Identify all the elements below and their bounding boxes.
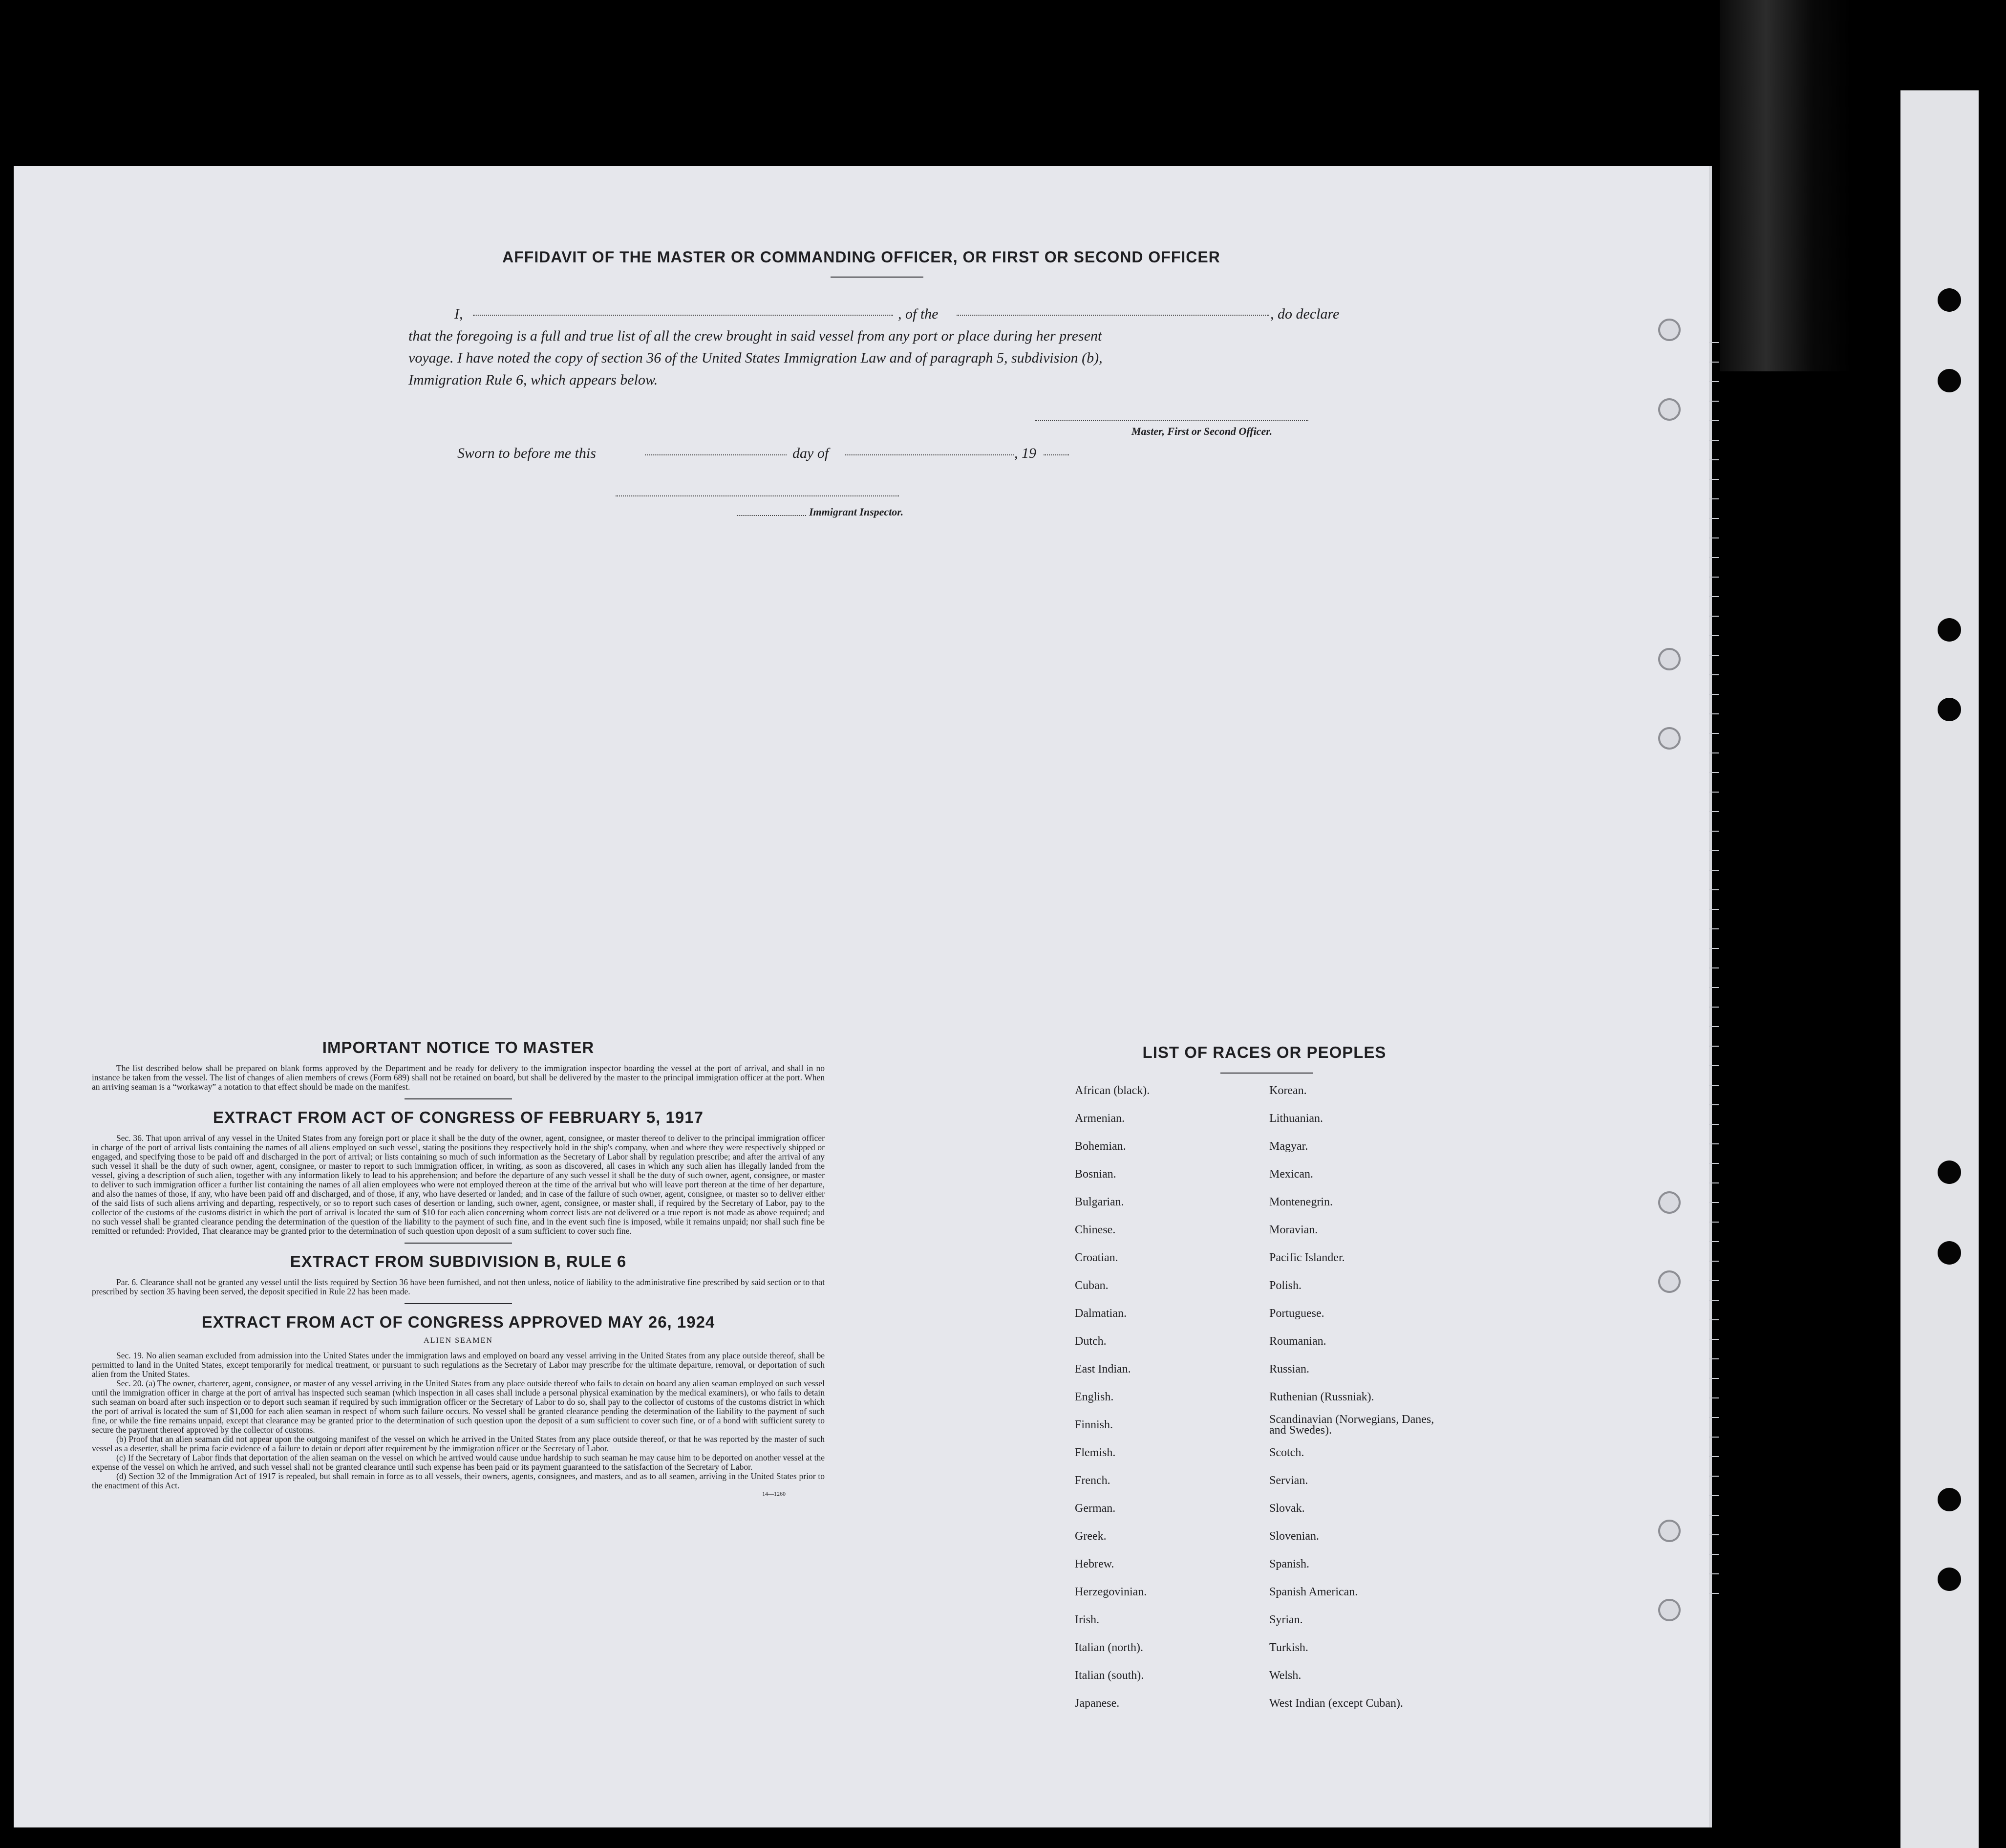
race-item: Italian (south).	[1075, 1669, 1144, 1682]
master-signature-blank[interactable]	[1035, 420, 1308, 421]
sworn-year: , 19	[1014, 445, 1036, 461]
race-item: Bulgarian.	[1075, 1196, 1124, 1208]
race-item: Irish.	[1075, 1613, 1099, 1626]
binding-hole	[1938, 698, 1961, 721]
race-item: Russian.	[1269, 1363, 1310, 1375]
section-rule	[405, 1098, 512, 1099]
form-page	[14, 166, 1712, 1827]
race-item: African (black).	[1075, 1084, 1150, 1097]
ring-hole	[1658, 1520, 1681, 1542]
affidavit-of-the: , of the	[898, 306, 939, 322]
sworn-prefix: Sworn to before me this	[457, 445, 596, 461]
affidavit-declare: , do declare	[1270, 306, 1340, 322]
race-item: Welsh.	[1269, 1669, 1302, 1682]
section-rule	[405, 1243, 512, 1244]
race-item: Slovenian.	[1269, 1530, 1319, 1543]
affidavit-line-3: voyage. I have noted the copy of section 36 of the United States Immigration Law and of paragraph 5, subdivision (b),	[408, 350, 1103, 366]
race-item: English.	[1075, 1391, 1114, 1403]
races-left-column	[1075, 1085, 1260, 1725]
section-rule	[405, 1303, 512, 1304]
race-item: Finnish.	[1075, 1418, 1113, 1431]
extract-1917-title: EXTRACT FROM ACT OF CONGRESS OF FEBRUARY 5, 1917	[213, 1108, 704, 1126]
inspector-signature-blank[interactable]	[616, 495, 899, 496]
day-blank[interactable]	[645, 454, 787, 455]
form-number: 14—1260	[762, 1490, 786, 1497]
race-item: Herzegovinian.	[1075, 1586, 1147, 1598]
binding-hole	[1938, 618, 1961, 642]
extract-rule6-body: Par. 6. Clearance shall not be granted any vessel until the lists required by Section 36 have been furnished, and not then unless, notice of liability to the administrative fine prescribed by said section or to that prescribed by section 35 having been served, the deposit specified in Rule 22 has been made.	[92, 1277, 825, 1296]
ring-hole	[1658, 648, 1681, 670]
race-item: Bohemian.	[1075, 1140, 1126, 1153]
race-item: Greek.	[1075, 1530, 1107, 1543]
races-rule	[1220, 1073, 1313, 1074]
race-item: Italian (north).	[1075, 1641, 1143, 1654]
ring-hole	[1658, 398, 1681, 421]
race-item: Montenegrin.	[1269, 1196, 1333, 1208]
binding-hole	[1938, 1488, 1961, 1511]
extract-1924-para-2: Sec. 20. (a) The owner, charterer, agent, consignee, or master of any vessel arriving in the United States from any place outside thereof who fails to detain on board any alien seaman employed on such vessel until the immigration officer in charge at the port of arrival has inspected such seaman (which inspection in all cases shall include a personal physical examination by the medical examiners), or who fails to detain such seaman on board after such inspection or to deport such seaman if required by such immigration officer or the Secretary of Labor to do so, shall pay to the collector of customs of the customs district in which the port of arrival is located the sum of $1,000 for each alien seaman in respect of whom such failure occurs. No vessel shall be granted clearance pending the determination of the liability to the payment of such fine, or while the fine remains unpaid, except that clearance may be granted prior to the determination of such question upon the deposit of a sum sufficient to cover such fine, or of a bond with sufficient surety to secure the payment thereof approved by the collector of customs.	[92, 1378, 825, 1435]
binding-hole	[1938, 1241, 1961, 1265]
races-right-column	[1269, 1085, 1465, 1725]
races-title: LIST OF RACES OR PEOPLES	[1142, 1043, 1387, 1061]
race-item: Scotch.	[1269, 1446, 1304, 1459]
vessel-blank[interactable]	[957, 315, 1269, 316]
race-item: Spanish.	[1269, 1558, 1310, 1570]
race-item: Slovak.	[1269, 1502, 1305, 1515]
ring-hole	[1658, 1191, 1681, 1214]
extract-1924-title: EXTRACT FROM ACT OF CONGRESS APPROVED MAY 26, 1924	[201, 1313, 715, 1331]
affidavit-i: I,	[454, 306, 463, 322]
extract-1924-para-5: (d) Section 32 of the Immigration Act of 1917 is repealed, but shall remain in force as to all vessels, their owners, agents, consignees, and masters, and as to all seamen, arriving in the United States prior to the enactment of this Act.	[92, 1471, 825, 1490]
race-item: Spanish American.	[1269, 1586, 1358, 1598]
race-item: Dutch.	[1075, 1335, 1107, 1348]
affidavit-line-2: that the foregoing is a full and true list of all the crew brought in said vessel from any port or place during her present	[408, 328, 1102, 344]
extract-1924-para-4: (c) If the Secretary of Labor finds that deportation of the alien seaman on the vessel on which he arrived would cause undue hardship to such seaman he may cause him to be deported on another vessel at the expense of the vessel on which he arrived, and such vessel shall not be granted clearance until such expense has been paid or its payment guaranteed to the satisfaction of the Secretary of Labor.	[92, 1453, 825, 1472]
race-item: Polish.	[1269, 1279, 1302, 1292]
binding-hole	[1938, 1568, 1961, 1591]
binding-hole	[1938, 369, 1961, 392]
master-label: Master, First or Second Officer.	[1131, 425, 1273, 437]
binding-shadow	[1720, 0, 1852, 371]
race-item: East Indian.	[1075, 1363, 1131, 1375]
race-item: Pacific Islander.	[1269, 1251, 1345, 1264]
race-item: Ruthenian (Russniak).	[1269, 1391, 1374, 1403]
race-item: Moravian.	[1269, 1224, 1318, 1236]
page-edge-lines	[1709, 342, 1719, 1612]
inspector-lead-dots	[737, 515, 806, 516]
race-item: German.	[1075, 1502, 1116, 1515]
ring-hole	[1658, 1599, 1681, 1621]
binding-hole	[1938, 288, 1961, 312]
extract-1924-para-3: (b) Proof that an alien seaman did not appear upon the outgoing manifest of the vessel on which he arrived in the United States from any place outside thereof, or that he was reported by the master of such vessel as a deserter, shall be prima facie evidence of a failure to detain or deport after requirement by the immigration officer or the Secretary of Labor.	[92, 1434, 825, 1453]
extract-1924-subtitle: ALIEN SEAMEN	[424, 1336, 493, 1345]
race-item: French.	[1075, 1474, 1110, 1487]
notice-body: The list described below shall be prepared on blank forms approved by the Department and be ready for delivery to the immigration inspector boarding the vessel at the port of arrival, and shall in no instance be taken from the vessel. The list of changes of alien members of crews (Form 689) shall not be retained on board, but shall be delivered by the master to the principal immigration officer at the port. When an arriving seaman is a “workaway” a notation to that effect should be made on the manifest.	[92, 1063, 825, 1092]
name-blank[interactable]	[473, 315, 893, 316]
extract-rule6-title: EXTRACT FROM SUBDIVISION B, RULE 6	[290, 1252, 627, 1270]
race-item: Croatian.	[1075, 1251, 1118, 1264]
binding-hole	[1938, 1160, 1961, 1184]
race-item: Lithuanian.	[1269, 1112, 1323, 1125]
ring-hole	[1658, 319, 1681, 341]
month-blank[interactable]	[845, 454, 1014, 455]
race-item: Armenian.	[1075, 1112, 1125, 1125]
race-item: Roumanian.	[1269, 1335, 1326, 1348]
ring-hole	[1658, 727, 1681, 750]
affidavit-line-4: Immigration Rule 6, which appears below.	[408, 372, 658, 388]
notice-column	[92, 1038, 825, 1498]
race-item: Servian.	[1269, 1474, 1308, 1487]
race-item: Mexican.	[1269, 1168, 1313, 1181]
race-item: Cuban.	[1075, 1279, 1109, 1292]
extract-1917-body: Sec. 36. That upon arrival of any vessel in the United States from any foreign port or place it shall be the duty of the owner, agent, consignee, or master thereof to deliver to the principal immigration officer in charge of the port of arrival lists containing the names of all aliens employed on such vessel, stating the positions they respectively hold in the ship's company, when and where they were respectively shipped or engaged, and specifying those to be paid off and discharged in the port of arrival; or lists containing so much of such information as the Secretary of Labor shall by regulation prescribe; and after the arrival of any such vessel it shall be the duty of such owner, agent, consignee, or master to report to such immigration officer, in writing, as soon as discovered, all cases in which any such alien has illegally landed from the vessel, giving a description of such alien, together with any information likely to lead to his apprehension; and before the departure of any such vessel it shall be the duty of such owner, agent, consignee, or master to deliver to such immigration officer a further list containing the names of all alien employees who were not employed thereon at the time of the arrival but who will leave port thereon at the time of her departure, and also the names of those, if any, who have been paid off and discharged, and of those, if any, who have deserted or landed; and in case of the failure of such owner, agent, consignee, or master so to deliver either of the said lists of such aliens arriving and departing, respectively, or so to report such cases of desertion or landing, such owner, agent, consignee, or master shall, if required by the Secretary of Labor, pay to the collector of the customs of the customs district in which the port of arrival is located the sum of $10 for each alien concerning whom correct lists are not delivered or a true report is not made as above required; and no such vessel shall be granted clearance pending the determination of the question of the liability to the payment of such fine, and in the event such fine is imposed, while it remains unpaid; nor shall such fine be remitted or refunded: Provided, That clearance may be granted prior to the determination of such question upon deposit of a sum sufficient to cover such fine.	[92, 1133, 825, 1236]
race-item: Dalmatian.	[1075, 1307, 1127, 1320]
extract-1924-para-1: Sec. 19. No alien seaman excluded from admission into the United States under the immigration laws and employed on board any vessel arriving in the United States from any place outside thereof, shall be permitted to land in the United States, except temporarily for medical treatment, or pursuant to such regulations as the Secretary of Labor may prescribe for the ultimate departure, removal, or deportation of such alien from the United States.	[92, 1351, 825, 1379]
affidavit-title: AFFIDAVIT OF THE MASTER OR COMMANDING OFFICER, OR FIRST OR SECOND OFFICER	[502, 248, 1220, 266]
race-item: Portuguese.	[1269, 1307, 1324, 1320]
race-item: Flemish.	[1075, 1446, 1116, 1459]
notice-title: IMPORTANT NOTICE TO MASTER	[322, 1038, 595, 1056]
inspector-label: Immigrant Inspector.	[809, 506, 904, 518]
race-item: Magyar.	[1269, 1140, 1308, 1153]
race-item: Korean.	[1269, 1084, 1307, 1097]
race-item: Japanese.	[1075, 1697, 1120, 1710]
race-item: Hebrew.	[1075, 1558, 1114, 1570]
race-item: Chinese.	[1075, 1224, 1116, 1236]
year-blank[interactable]	[1044, 454, 1069, 455]
race-item: West Indian (except Cuban).	[1269, 1697, 1403, 1710]
race-item: Bosnian.	[1075, 1168, 1116, 1181]
race-item: Syrian.	[1269, 1613, 1303, 1626]
race-item: Scandinavian (Norwegians, Danes, and Swedes).	[1269, 1413, 1434, 1437]
ring-hole	[1658, 1270, 1681, 1293]
sworn-day-of: day of	[792, 445, 829, 461]
title-rule	[831, 277, 923, 278]
race-item: Turkish.	[1269, 1641, 1308, 1654]
